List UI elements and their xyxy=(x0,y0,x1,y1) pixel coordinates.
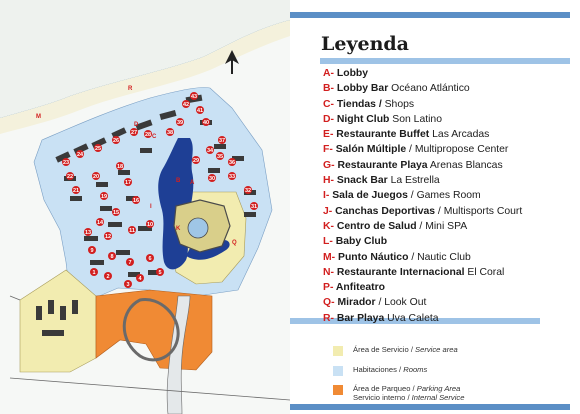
legend-letter: C xyxy=(323,98,331,110)
legend-letter: M xyxy=(323,251,332,263)
block-marker-number: 3 xyxy=(126,282,130,288)
key-row-0 xyxy=(333,345,458,356)
block-marker-number: 36 xyxy=(228,160,236,166)
block-marker xyxy=(208,174,216,182)
block-marker-number: 13 xyxy=(84,230,92,236)
legend-dash: - xyxy=(330,83,337,95)
legend-label-es: Baby Club xyxy=(335,236,388,248)
block-marker-number: 18 xyxy=(116,164,124,170)
block-marker-number: 31 xyxy=(250,204,258,210)
block-marker xyxy=(112,136,120,144)
legend-label-es: Centro de Salud xyxy=(336,220,417,232)
block-marker xyxy=(244,186,252,194)
legend-label-en: Océano Atlántico xyxy=(388,83,470,95)
map-letter-b: B xyxy=(176,178,181,184)
legend-label-en: Las Arcadas xyxy=(429,129,490,141)
key-text xyxy=(353,384,464,402)
legend-item-q xyxy=(323,295,522,310)
legend-letter: A xyxy=(323,68,331,79)
key-label-en-2: Internal Service xyxy=(411,393,465,402)
block-marker xyxy=(228,172,236,180)
block-marker-number: 1 xyxy=(92,270,96,276)
legend-letter: Q xyxy=(323,297,332,309)
map-letter-i: I xyxy=(150,204,152,210)
legend-dash: - xyxy=(329,282,336,294)
block-marker xyxy=(144,130,152,138)
key-swatch xyxy=(333,385,343,395)
key-label-en: Rooms xyxy=(403,365,428,374)
key-row-1 xyxy=(333,365,427,376)
block-marker-number: 17 xyxy=(124,180,132,186)
legend-title: Leyenda xyxy=(321,33,409,55)
block-marker xyxy=(216,152,224,160)
legend-dash: - xyxy=(330,220,337,232)
block-marker-number: 38 xyxy=(166,130,174,136)
key-label-en: Parking Area xyxy=(416,384,461,393)
key-text xyxy=(353,345,458,354)
legend-item-c xyxy=(323,97,522,112)
block-marker-number: 23 xyxy=(62,160,70,166)
map-letter-k: K xyxy=(176,226,181,232)
block-marker-number: 34 xyxy=(206,148,214,154)
legend-dash: - xyxy=(329,144,336,156)
block-marker-number: 2 xyxy=(106,274,110,280)
block-marker xyxy=(146,220,154,228)
block-marker-number: 41 xyxy=(196,108,204,114)
block-marker-number: 10 xyxy=(146,222,154,228)
map-letter-r: R xyxy=(128,86,133,92)
block-marker xyxy=(146,254,154,262)
legend-item-h xyxy=(323,173,522,188)
block-marker-number: 37 xyxy=(218,138,226,144)
top-stripe-dark xyxy=(290,12,570,18)
legend-dash: - xyxy=(330,98,337,110)
map-letter-d: D xyxy=(134,122,139,128)
legend-label-es: Canchas Deportivas xyxy=(335,205,436,217)
key-label-es-2: Servicio interno / xyxy=(353,393,412,402)
block-marker-number: 26 xyxy=(112,138,120,144)
legend-item-g xyxy=(323,158,522,173)
legend-dash: - xyxy=(331,297,338,309)
block-marker xyxy=(166,128,174,136)
legend-letter: H xyxy=(323,175,331,187)
legend-dash: - xyxy=(325,190,333,202)
block-marker xyxy=(96,218,104,226)
block-marker xyxy=(108,252,116,260)
legend-item-k xyxy=(323,219,522,234)
legend-label-en: La Estrella xyxy=(387,175,440,187)
key-label-en: Service area xyxy=(415,345,458,354)
legend-dash: - xyxy=(329,236,336,248)
block-marker xyxy=(206,146,214,154)
map-letter-a: A xyxy=(190,180,195,186)
block-marker-number: 42 xyxy=(182,102,190,108)
block-marker-number: 24 xyxy=(76,152,84,158)
block-marker xyxy=(196,106,204,114)
legend-letter: I xyxy=(323,190,326,202)
legend-item-m xyxy=(323,250,522,265)
block-marker-number: 28 xyxy=(144,132,152,138)
key-swatch xyxy=(333,346,343,356)
legend-label-en: / Games Room xyxy=(407,190,481,202)
legend-label-es: Snack Bar xyxy=(336,175,388,187)
block-marker xyxy=(250,202,258,210)
legend-label-en: Arenas Blancas xyxy=(427,159,503,171)
legend-letter: E xyxy=(323,129,330,141)
key-row-2 xyxy=(333,384,464,402)
block-marker-number: 27 xyxy=(130,130,138,136)
legend-label-es: Tiendas / xyxy=(336,98,382,110)
legend-letter: J xyxy=(323,205,329,217)
legend-label-en: / Multisports Court xyxy=(435,205,523,217)
legend-letter: R xyxy=(323,312,331,324)
block-marker-number: 11 xyxy=(129,228,135,234)
legend-item-j xyxy=(323,204,522,219)
block-marker xyxy=(104,272,112,280)
key-swatch xyxy=(333,366,343,376)
main-pool xyxy=(188,218,208,238)
legend-dash: - xyxy=(328,205,336,217)
block-marker xyxy=(112,208,120,216)
block-marker-number: 43 xyxy=(190,94,198,100)
block-marker xyxy=(116,162,124,170)
map-letter-c: C xyxy=(152,134,157,140)
block-marker-number: 16 xyxy=(132,198,140,204)
legend-label-en: Shops xyxy=(381,98,415,110)
legend-label-en: Son Latino xyxy=(389,113,442,125)
legend-item-n xyxy=(323,265,522,280)
legend-letter: G xyxy=(323,159,332,171)
block-marker-number: 35 xyxy=(216,154,224,160)
block-marker-number: 5 xyxy=(158,270,162,276)
legend-label-es: Anfiteatro xyxy=(335,282,385,294)
block-marker-number: 29 xyxy=(192,158,200,164)
block-marker xyxy=(124,280,132,288)
block-marker-number: 14 xyxy=(96,220,104,226)
block-marker-number: 8 xyxy=(110,254,114,260)
block-marker xyxy=(84,228,92,236)
legend-item-p xyxy=(323,280,522,295)
block-marker xyxy=(176,118,184,126)
block-marker xyxy=(62,158,70,166)
legend-dash: - xyxy=(330,266,337,278)
legend-item-d xyxy=(323,112,522,127)
legend-dash: - xyxy=(330,113,337,125)
block-marker-number: 25 xyxy=(94,146,102,152)
legend-letter: L xyxy=(323,236,330,248)
legend-label-en: / Mini SPA xyxy=(416,220,468,232)
legend-label-es: Mirador xyxy=(337,297,376,309)
block-marker-number: 40 xyxy=(202,120,210,126)
legend-dash: - xyxy=(330,312,337,324)
block-marker xyxy=(136,274,144,282)
legend-item-e xyxy=(323,127,522,142)
block-marker xyxy=(104,232,112,240)
legend-item-r xyxy=(323,311,522,326)
block-marker-number: 4 xyxy=(138,276,142,282)
block-marker xyxy=(100,192,108,200)
key-label-es: Habitaciones / xyxy=(353,365,404,374)
legend-letter: D xyxy=(323,113,331,125)
block-marker-number: 21 xyxy=(72,188,80,194)
legend-dash: - xyxy=(330,68,337,79)
legend-letter: N xyxy=(323,266,331,278)
block-marker xyxy=(128,226,136,234)
key-label-es: Área de Servicio / xyxy=(353,345,416,354)
legend-label-es: Restaurante Playa xyxy=(337,159,428,171)
block-marker-number: 9 xyxy=(90,248,94,254)
legend-item-l xyxy=(323,234,522,249)
block-marker xyxy=(88,246,96,254)
block-marker-number: 6 xyxy=(148,256,152,262)
legend-letter: F xyxy=(323,144,330,156)
block-marker xyxy=(228,158,236,166)
block-marker xyxy=(76,150,84,158)
block-marker-number: 32 xyxy=(244,188,252,194)
top-stripe-light xyxy=(320,58,570,64)
block-marker xyxy=(130,128,138,136)
block-marker-number: 7 xyxy=(128,260,132,266)
legend-list xyxy=(323,66,522,326)
block-marker-number: 22 xyxy=(66,174,74,180)
legend-dash: - xyxy=(330,175,337,187)
legend-item-a xyxy=(323,66,522,81)
block-marker-number: 33 xyxy=(228,174,236,180)
legend-label-es: Bar Playa xyxy=(336,312,385,324)
legend-label-en: Uva Caleta xyxy=(384,312,439,324)
legend-label-en: / Nautic Club xyxy=(408,251,471,263)
block-marker xyxy=(92,172,100,180)
block-marker xyxy=(218,136,226,144)
block-marker xyxy=(132,196,140,204)
legend-label-es: Restaurante Internacional xyxy=(336,266,465,278)
legend-label-es: Lobby Bar xyxy=(336,83,389,95)
legend-letter: P xyxy=(323,282,330,294)
bottom-stripe-dark xyxy=(290,404,570,410)
block-marker xyxy=(182,100,190,108)
key-label-es: Área de Parqueo / xyxy=(353,384,417,393)
block-marker xyxy=(192,156,200,164)
legend-label-es: Night Club xyxy=(336,113,390,125)
legend-label-es: Sala de Juegos xyxy=(332,190,408,202)
legend-dash: - xyxy=(331,251,339,263)
legend-label-es: Salón Múltiple xyxy=(335,144,407,156)
legend-label-es: Restaurante Buffet xyxy=(336,129,430,141)
legend-item-f xyxy=(323,142,522,157)
legend-label-en: / Look Out xyxy=(375,297,427,309)
block-marker xyxy=(66,172,74,180)
block-marker xyxy=(156,268,164,276)
map-letter-q: Q xyxy=(232,240,237,246)
key-text xyxy=(353,365,427,374)
legend-dash: - xyxy=(331,159,338,171)
legend-label-en: El Coral xyxy=(464,266,505,278)
legend-dash: - xyxy=(329,129,337,141)
map-letter-m: M xyxy=(36,114,41,120)
block-marker xyxy=(94,144,102,152)
legend-letter: B xyxy=(323,83,331,95)
block-marker-number: 39 xyxy=(176,120,184,126)
block-marker-number: 12 xyxy=(104,234,112,240)
block-marker xyxy=(72,186,80,194)
block-marker xyxy=(126,258,134,266)
legend-label-en: / Multipropose Center xyxy=(406,144,509,156)
block-marker xyxy=(124,178,132,186)
legend-letter: K xyxy=(323,220,331,232)
block-marker xyxy=(90,268,98,276)
block-marker xyxy=(190,92,198,100)
legend-panel xyxy=(290,0,580,414)
block-marker-number: 19 xyxy=(100,194,108,200)
legend-item-b xyxy=(323,81,522,96)
legend-label-es: Lobby xyxy=(336,68,369,79)
block-marker-number: 20 xyxy=(92,174,100,180)
legend-label-es: Punto Náutico xyxy=(338,251,409,263)
block-marker-number: 15 xyxy=(112,210,120,216)
block-marker-number: 30 xyxy=(208,176,216,182)
block-marker xyxy=(202,118,210,126)
legend-item-i xyxy=(323,188,522,203)
